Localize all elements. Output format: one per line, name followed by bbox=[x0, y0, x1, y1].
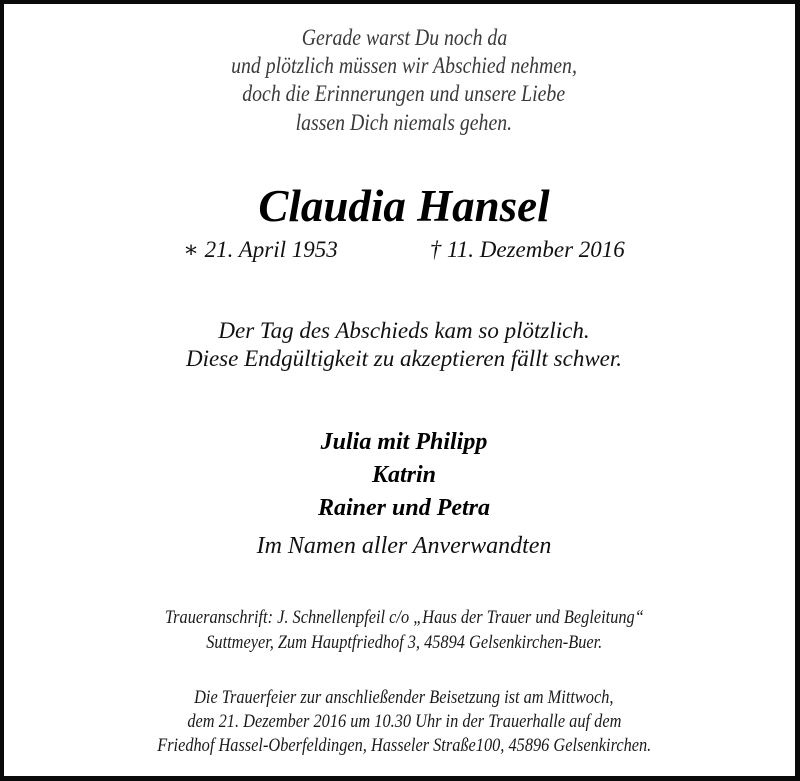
life-dates bbox=[4, 236, 800, 264]
birth-date: 21. April 1953 bbox=[204, 237, 338, 262]
death-date: 11. Dezember 2016 bbox=[446, 237, 625, 262]
mourner-name: Rainer und Petra bbox=[317, 495, 491, 521]
quote-line: Der Tag des Abschieds kam so plötzlich. bbox=[218, 318, 590, 343]
poem-line: doch die Erinnerungen und unsere Liebe bbox=[242, 81, 566, 106]
mourner-name: Julia mit Philipp bbox=[320, 429, 488, 455]
poem-line: lassen Dich niemals gehen. bbox=[295, 110, 513, 135]
poem-line: Gerade warst Du noch da bbox=[301, 25, 507, 50]
death-cross-icon: † bbox=[429, 237, 442, 262]
deceased-name: Claudia Hansel bbox=[258, 181, 550, 231]
mourners-behalf: Im Namen aller Anverwandten bbox=[256, 533, 552, 559]
ceremony-line: dem 21. Dezember 2016 um 10.30 Uhr in der Trauerhalle auf dem bbox=[186, 711, 622, 732]
poem-line: und plötzlich müssen wir Abschied nehmen, bbox=[231, 53, 577, 78]
quote-line: Diese Endgültigkeit zu akzeptieren fällt schwer. bbox=[185, 346, 623, 371]
ceremony-line: Friedhof Hassel-Oberfeldingen, Hasseler Straße100, 45896 Gelsenkirchen. bbox=[156, 735, 652, 756]
address-line: Suttmeyer, Zum Hauptfriedhof 3, 45894 Gelsenkirchen-Buer. bbox=[205, 632, 603, 653]
ceremony-line: Die Trauerfeier zur anschließender Beisetzung ist am Mittwoch, bbox=[194, 687, 614, 708]
birth-star-icon: ∗ bbox=[183, 237, 199, 262]
address-line: Traueranschrift: J. Schnellenpfeil c/o „Haus der Trauer und Begleitung“ bbox=[164, 607, 644, 628]
mourner-name: Katrin bbox=[371, 462, 437, 488]
